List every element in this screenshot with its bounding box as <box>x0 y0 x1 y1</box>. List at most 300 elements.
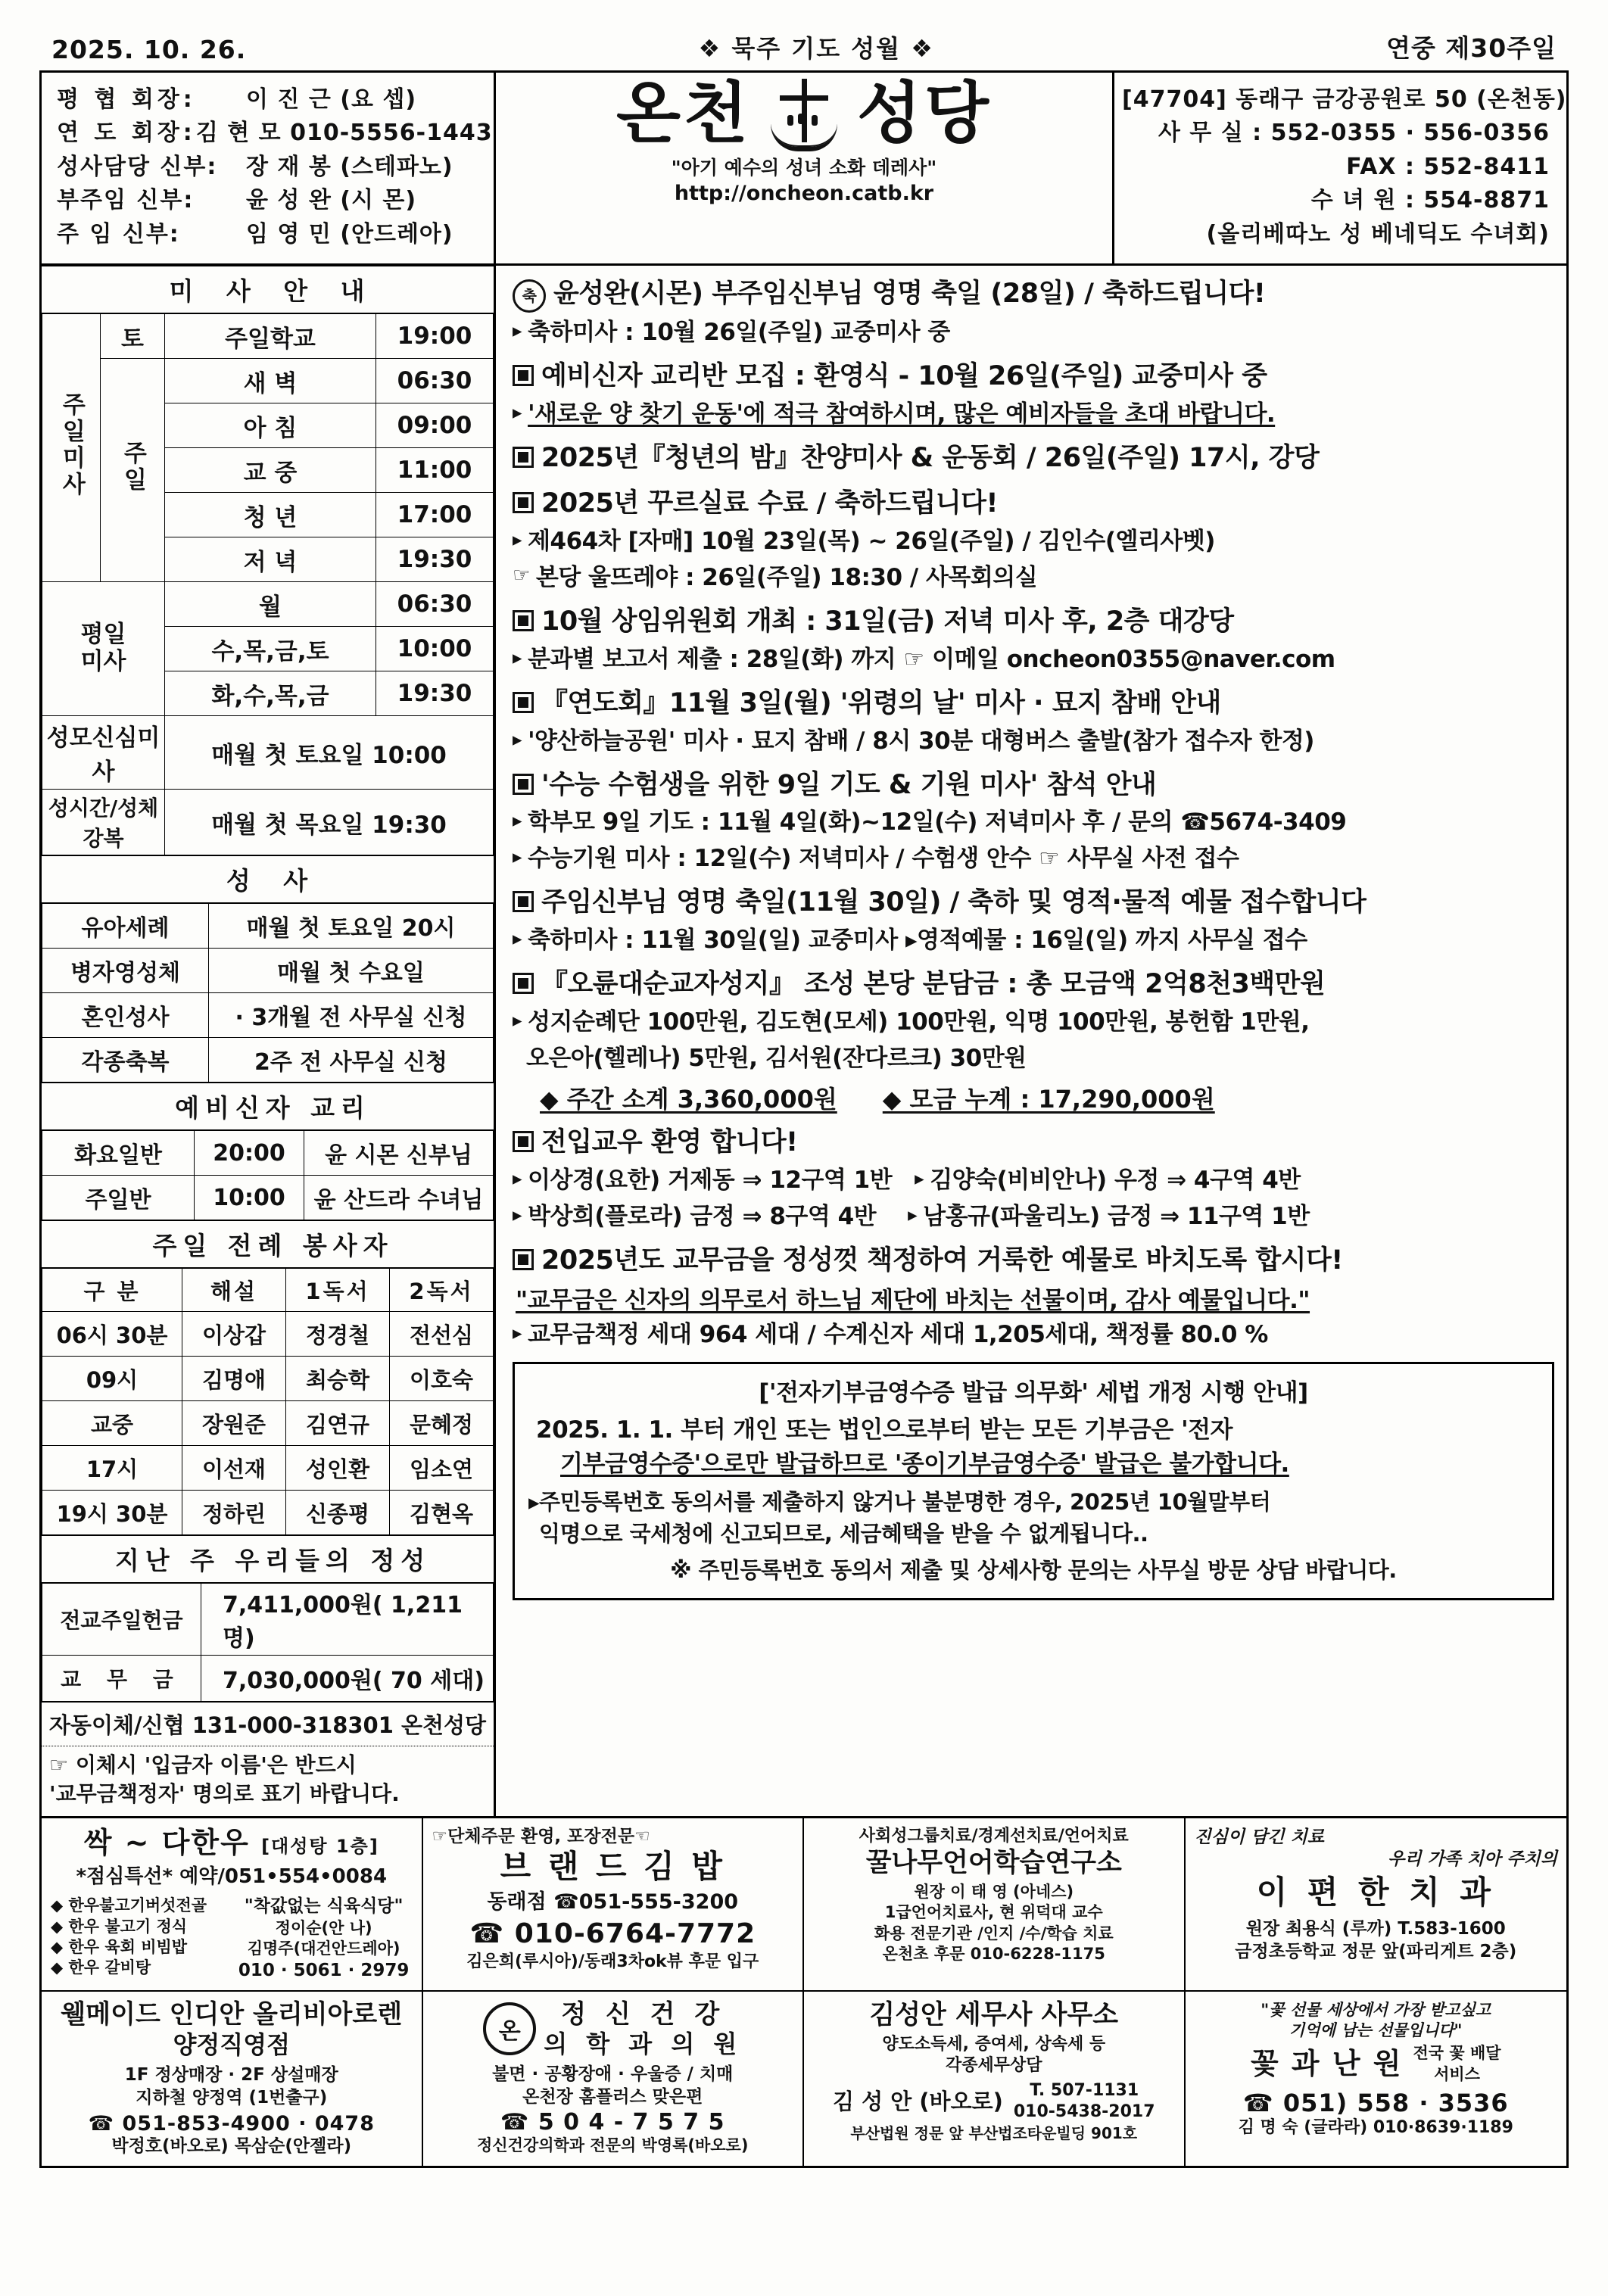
mass-time: 17:00 <box>376 493 494 537</box>
announcement-title: 2025년도 교무금을 정성껏 책정하여 거룩한 예물로 바치도록 합시다! <box>541 1245 1343 1276</box>
ad-address: 부산법원 정문 앞 부산법조타운빌딩 901호 <box>850 2124 1138 2143</box>
clergy-label: 부주임 신부: <box>57 187 195 214</box>
server-cell: 김명애 <box>182 1357 286 1401</box>
ad-line: 온천초 후문 010-6228-1175 <box>882 1945 1105 1964</box>
mass-name: 새 벽 <box>165 359 376 403</box>
clergy-row <box>57 83 486 117</box>
ad-slogan: "착값없는 식육식당" <box>244 1896 404 1917</box>
server-cell: 정하린 <box>182 1491 286 1535</box>
ad-brand-gimbap[interactable] <box>423 1818 805 1992</box>
tax-notice-text4: 익명으로 국세청에 신고되므로, 세금혜택을 받을 수 없게됩니다.. <box>539 1521 1148 1547</box>
ad-doctor: 정신건강의학과 전문의 박영록(바오로) <box>477 2136 749 2154</box>
special-mass-value: 매월 첫 토요일 10:00 <box>165 716 494 790</box>
bullet-triangle-icon: ▸ <box>513 927 522 950</box>
table-row <box>42 1584 494 1656</box>
sacrament-title: 성 사 <box>42 855 494 903</box>
contact-convent-name: (올리베따노 성 베네딕도 수녀회) <box>1206 220 1550 248</box>
special-mass-label: 성모신심미사 <box>42 716 165 790</box>
ad-header: 진심이 담긴 치료 <box>1194 1826 1325 1847</box>
mass-name: 아 침 <box>165 403 376 448</box>
bullet-triangle-icon: ▸ <box>513 400 522 423</box>
announcement-item <box>513 359 1554 431</box>
servers-col-reading2: 2독서 <box>390 1269 494 1312</box>
clergy-label: 평 협 회장: <box>57 86 196 113</box>
announcement-sub <box>513 643 1554 676</box>
bullet-triangle-icon: ▸ <box>908 1204 918 1226</box>
ad-menu-item: ◆ 한우 불고기 정식 <box>51 1917 188 1936</box>
top-strip <box>39 29 1569 70</box>
ad-title: 꿀나무언어학습연구소 <box>865 1848 1122 1879</box>
bullet-triangle-icon: ▸ <box>513 727 522 750</box>
square-bullet-icon <box>513 610 534 631</box>
sacrament-value: 매월 첫 수요일 <box>209 949 494 993</box>
bullet-triangle-icon: ▸ <box>513 319 522 341</box>
announcement-item <box>513 768 1554 876</box>
clergy-row <box>57 151 486 184</box>
catechism-time: 20:00 <box>195 1131 304 1176</box>
server-cell: 임소연 <box>390 1446 494 1491</box>
ad-title: 이 편 한 치 과 <box>1256 1874 1495 1911</box>
ad-title: 꽃 과 난 원 <box>1250 2046 1403 2080</box>
clinic-logo-icon: 온 <box>483 2002 536 2055</box>
catechism-class: 주일반 <box>42 1176 195 1220</box>
announcement-sub <box>513 525 1554 558</box>
announcement-sub <box>513 316 1554 349</box>
mass-group-weekday: 평일 미사 <box>42 582 165 716</box>
offering-label: 전교주일헌금 <box>42 1584 201 1656</box>
announcement-sub-text: 분과별 보고서 제출 : 28일(화) 까지 ☞ 이메일 oncheon0355@naver.com <box>528 645 1335 673</box>
table-row <box>42 790 494 855</box>
table-row <box>42 1446 494 1491</box>
ad-line: 1F 정상매장 · 2F 상설매장 <box>124 2065 338 2086</box>
ad-kkulnamu-speech-clinic[interactable] <box>804 1818 1186 1992</box>
church-logo-block <box>496 73 1112 263</box>
liturgical-month: ❖ 묵주 기도 성월 ❖ <box>698 34 934 63</box>
announcement-title: 전입교우 환영 합니다! <box>541 1127 798 1158</box>
ad-kimseongan-tax-office[interactable] <box>804 1992 1186 2166</box>
contact-fax: FAX : 552-8411 <box>1346 153 1550 180</box>
bulletin-body <box>39 263 1569 1818</box>
server-cell: 이상갑 <box>182 1312 286 1357</box>
announcement-sub-text: 오은아(헬레나) 5만원, 김서원(잔다르크) 30만원 <box>526 1045 1027 1073</box>
masthead <box>39 70 1569 263</box>
clergy-row <box>57 218 486 251</box>
servers-col-category: 구 분 <box>42 1269 182 1312</box>
advertisement-grid <box>39 1818 1569 2169</box>
offering-title: 지난 주 우리들의 정성 <box>42 1535 494 1583</box>
liturgical-season: 연중 제30주일 <box>1386 33 1557 63</box>
offering-label: 교 무 금 <box>42 1656 201 1702</box>
bullet-triangle-icon: ▸ <box>915 1167 924 1190</box>
announcement-item <box>513 686 1554 758</box>
announcement-sub-text: 제464차 [자매] 10월 23일(목) ~ 26일(주일) / 김인수(엘리사벳) <box>528 527 1215 555</box>
server-cell: 최승학 <box>286 1357 390 1401</box>
contact-convent-phone: 수 녀 원 : 554-8871 <box>1310 187 1550 214</box>
ad-reservation-line: *점심특선* 예약/051•554•0084 <box>76 1865 388 1889</box>
clergy-value: 김 현 모 010-5556-1443 <box>195 120 493 147</box>
announcement-sub-text: 이상경(요한) 거제동 ⇒ 12구역 1반 <box>528 1167 893 1195</box>
mass-time: 19:30 <box>376 537 494 582</box>
special-mass-label: 성시간/성체강복 <box>42 790 165 855</box>
table-row <box>42 314 494 359</box>
mass-time: 06:30 <box>376 359 494 403</box>
tax-notice-text2: 기부금영수증'으로만 발급하므로 '종이기부금영수증' 발급은 불가합니다. <box>560 1450 1289 1478</box>
announcement-title: 윤성완(시몬) 부주임신부님 영명 축일 (28일) / 축하드립니다! <box>553 279 1266 309</box>
ad-line: 지하철 양정역 (1번출구) <box>136 2088 328 2108</box>
catechism-teacher: 윤 시몬 신부님 <box>304 1131 494 1176</box>
ad-owner-address: 김은희(루시아)/동래3차ok뷰 후문 입구 <box>466 1952 759 1972</box>
table-row <box>42 1131 494 1176</box>
servers-table <box>42 1268 494 1535</box>
sacrament-label: 각종축복 <box>42 1038 209 1083</box>
clergy-value: 윤 성 완 (시 몬) <box>246 187 417 214</box>
ad-line: 원장 최용식 (루까) T.583-1600 <box>1245 1918 1506 1939</box>
announcement-title: 2025년 꾸르실료 수료 / 축하드립니다! <box>541 488 998 519</box>
catechism-class: 화요일반 <box>42 1131 195 1176</box>
catechism-title: 예비신자 교리 <box>42 1083 494 1130</box>
mass-schedule-table <box>42 313 494 855</box>
ad-header2: 우리 가족 치아 주치의 <box>1388 1849 1557 1870</box>
weekday-mass-name: 화,수,목,금 <box>165 671 376 716</box>
offering-quote: "교무금은 신자의 의무로서 하느님 제단에 바치는 선물이며, 감사 예물입니다." <box>516 1287 1310 1315</box>
bullet-triangle-icon: ▸ <box>513 1009 522 1032</box>
ad-header: "꽃 선물 세상에서 가장 받고싶고 <box>1261 1999 1491 2019</box>
cross-font-icon <box>765 77 843 150</box>
announcement-heading <box>513 276 1554 313</box>
announcement-sub-pair: 남홍규(파울리노) 금정 ⇒ 11구역 1반 <box>923 1203 1310 1231</box>
bullet-triangle-icon: ▸ <box>513 846 522 868</box>
ad-title: 싹 ~ 다한우 [대성탕 1층] <box>83 1825 379 1859</box>
square-bullet-icon <box>513 891 534 912</box>
mass-schedule-title: 미 사 안 내 <box>42 266 494 313</box>
announcement-title: 예비신자 교리반 모집 : 환영식 - 10월 26일(주일) 교중미사 중 <box>541 361 1267 392</box>
square-bullet-icon <box>513 692 534 713</box>
mass-name: 주일학교 <box>165 314 376 359</box>
square-bullet-icon <box>513 1131 534 1152</box>
ad-menu-item: ◆ 한우 육회 비빔밥 <box>51 1937 188 1956</box>
ad-line: 각종세무상담 <box>945 2056 1042 2076</box>
ad-kkot-nanwon-flower[interactable] <box>1186 1992 1567 2166</box>
square-bullet-icon <box>513 492 534 513</box>
server-cell: 19시 30분 <box>42 1491 182 1535</box>
ad-epyeonhan-dental[interactable] <box>1186 1818 1567 1992</box>
clergy-label: 연 도 회장: <box>57 120 196 147</box>
table-row <box>42 1491 494 1535</box>
ad-phone: ☎ 5 0 4 - 7 5 7 5 <box>500 2108 725 2136</box>
square-bullet-icon <box>513 774 534 795</box>
issue-date: 2025. 10. 26. <box>51 35 247 64</box>
announcement-title: '수능 수험생을 위한 9일 기도 & 기원 미사' 참석 안내 <box>541 769 1157 800</box>
announcement-item <box>513 486 1554 594</box>
server-cell: 이호숙 <box>390 1357 494 1401</box>
ad-line: 온천장 홈플러스 맞은편 <box>522 2086 703 2107</box>
table-row <box>42 904 494 949</box>
mass-time: 19:00 <box>376 314 494 359</box>
announcement-item <box>513 604 1554 676</box>
announcement-item <box>513 276 1554 349</box>
announcement-heading <box>513 885 1554 921</box>
announcement-item <box>513 441 1554 476</box>
ad-service-2: 서비스 <box>1434 2064 1480 2083</box>
bullet-triangle-icon: ▸ <box>513 528 522 550</box>
offering-table <box>42 1583 494 1702</box>
ad-header: 사회성그룹치료/경계선치료/언어치료 <box>859 1826 1129 1846</box>
announcement-sub <box>513 561 1554 594</box>
clergy-value: 이 진 근 (요 셉) <box>246 86 417 113</box>
announcement-sub <box>513 724 1554 758</box>
announcement-item <box>513 967 1554 1115</box>
ad-owner: 정이순(안 나) <box>275 1919 372 1938</box>
announcement-title: 『오륜대순교자성지』 조성 본당 분담금 : 총 모금액 2억8천3백만원 <box>541 969 1326 1000</box>
clergy-value: 장 재 봉 (스테파노) <box>246 153 453 180</box>
ad-owner: 김 명 숙 (글라라) 010·8639·1189 <box>1238 2117 1513 2137</box>
announcement-title: 2025년『청년의 밤』찬양미사 & 운동회 / 26일(주일) 17시, 강당 <box>541 442 1320 473</box>
table-row <box>42 1176 494 1220</box>
announcement-sub-text: '양산하늘공원' 미사 · 묘지 참배 / 8시 30분 대형버스 출발(참가 접수자 한정) <box>528 727 1314 755</box>
weekday-mass-time: 06:30 <box>376 582 494 627</box>
ad-header: ☞단체주문 환영, 포장전문☜ <box>432 1826 650 1846</box>
ad-phone: 010 · 5061 · 2979 <box>238 1960 410 1980</box>
weekday-mass-name: 수,목,금,토 <box>165 627 376 671</box>
ad-location-tag: [대성탕 1층] <box>261 1835 379 1857</box>
table-row <box>42 949 494 993</box>
announcement-heading <box>513 1243 1554 1279</box>
announcement-heading <box>513 441 1554 476</box>
square-bullet-icon <box>513 365 534 386</box>
announcement-heading <box>513 604 1554 640</box>
table-row <box>42 1357 494 1401</box>
ad-phone-mobile: 010-5438-2017 <box>1013 2102 1155 2122</box>
church-website-url[interactable]: http://oncheon.catb.kr <box>674 182 934 205</box>
announcement-sub-text: 수능기원 미사 : 12일(수) 저녁미사 / 수험생 안수 ☞ 사무실 사전 접수 <box>528 845 1239 873</box>
clergy-row <box>57 184 486 217</box>
ad-mobile-phone: ☎ 010-6764-7772 <box>469 1918 756 1950</box>
table-row <box>42 1312 494 1357</box>
table-row <box>42 1038 494 1083</box>
announcement-sub-text: 교무금책정 세대 964 세대 / 수계신자 세대 1,205세대, 책정률 80.0 % <box>528 1321 1268 1349</box>
ad-service-1: 전국 꽃 배달 <box>1413 2044 1501 2063</box>
sacrament-value: · 3개월 전 사무실 신청 <box>209 993 494 1038</box>
announcement-list <box>513 276 1554 1351</box>
weekday-mass-time: 10:00 <box>376 627 494 671</box>
announcement-sub <box>513 1318 1554 1351</box>
server-cell: 문혜정 <box>390 1401 494 1446</box>
server-cell: 김연규 <box>286 1401 390 1446</box>
ad-line: 불면 · 공황장애 · 우울증 / 치매 <box>492 2064 734 2084</box>
contact-block <box>1112 73 1566 263</box>
transfer-note <box>42 1746 494 1816</box>
table-row <box>42 582 494 627</box>
mass-name: 청 년 <box>165 493 376 537</box>
square-bullet-icon <box>513 447 534 468</box>
bullet-triangle-icon: ▸ <box>513 1167 522 1190</box>
tax-notice-text3: ▸주민등록번호 동의서를 제출하지 않거나 불분명한 경우, 2025년 10월말부터 <box>528 1489 1271 1515</box>
left-column <box>42 266 496 1816</box>
weekday-mass-name: 월 <box>165 582 376 627</box>
sacrament-value: 매월 첫 토요일 20시 <box>209 904 494 949</box>
weekday-mass-time: 19:30 <box>376 671 494 716</box>
announcement-heading <box>513 1125 1554 1160</box>
square-bullet-icon <box>513 1249 534 1270</box>
announcement-title: 『연도회』11월 3일(월) '위령의 날' 미사 · 묘지 참배 안내 <box>541 687 1221 718</box>
mass-name: 교 중 <box>165 448 376 493</box>
announcement-sub-text: '새로운 양 찾기 운동'에 적극 참여하시며, 많은 예비자들을 초대 바랍니다. <box>528 400 1276 428</box>
server-cell: 정경철 <box>286 1312 390 1357</box>
announcement-sub-text: 성지순례단 100만원, 김도현(모세) 100만원, 익명 100만원, 봉헌함 1만원, <box>528 1008 1310 1036</box>
ad-line: 1급언어치료사, 현 위덕대 교수 <box>884 1903 1103 1922</box>
server-cell: 09시 <box>42 1357 182 1401</box>
catechism-teacher: 윤 산드라 수녀님 <box>304 1176 494 1220</box>
server-cell: 06시 30분 <box>42 1312 182 1357</box>
bullet-triangle-icon: ▸ <box>513 646 522 668</box>
mass-day-sat: 토 <box>101 314 165 359</box>
announcement-sub <box>513 1164 1554 1197</box>
mass-group-sunday: 주일미사 <box>42 314 101 582</box>
servers-col-commentator: 해설 <box>182 1269 286 1312</box>
square-bullet-icon <box>513 973 534 994</box>
ad-header2: 기억에 남는 선물입니다" <box>1289 2020 1463 2039</box>
tax-notice-text1: 2025. 1. 1. 부터 개인 또는 법인으로부터 받는 모든 기부금은 '전자 <box>536 1416 1232 1444</box>
mass-time: 11:00 <box>376 448 494 493</box>
tax-notice-title: ['전자기부금영수증 발급 의무화' 세법 개정 시행 안내] <box>759 1379 1308 1407</box>
server-cell: 전선심 <box>390 1312 494 1357</box>
catechism-time: 10:00 <box>195 1176 304 1220</box>
ad-branch-phone: 동래점 ☎051-555-3200 <box>487 1889 739 1914</box>
donation-weekly-subtotal: ◆ 주간 소계 3,360,000원 <box>540 1085 837 1114</box>
ad-title: 브 랜 드 김 밥 <box>500 1848 725 1886</box>
transfer-note-line2: '교무금책정자' 명의로 표기 바랍니다. <box>49 1780 400 1806</box>
tax-notice-box <box>513 1362 1554 1600</box>
ad-title: 정 신 건 강 <box>561 1998 725 2030</box>
ad-line: 원장 이 태 영 (아네스) <box>914 1883 1074 1902</box>
announcement-sub <box>513 842 1554 875</box>
announcement-sub <box>513 924 1554 957</box>
contact-address: [47704] 동래구 금강공원로 50 (온천동) <box>1122 86 1567 113</box>
table-row <box>42 1656 494 1702</box>
announcement-sub-text: 박상희(플로라) 금정 ⇒ 8구역 4반 <box>528 1203 877 1231</box>
announcement-heading <box>513 967 1554 1002</box>
clergy-label: 주 임 신부: <box>57 220 180 248</box>
server-cell: 17시 <box>42 1446 182 1491</box>
ad-line: 금정초등학교 정문 앞(파리게트 2층) <box>1235 1941 1517 1961</box>
announcement-heading <box>513 359 1554 394</box>
transfer-note-line1: ☞ 이체시 '입금자 이름'은 반드시 <box>49 1752 357 1777</box>
logo-text-left: 온천 <box>615 74 751 152</box>
ad-line: 화용 전문기관 /인지 /수/학습 치료 <box>874 1924 1114 1942</box>
ad-phone-office: T. 507-1131 <box>1030 2080 1139 2100</box>
mass-day-sunday: 주일 <box>101 359 165 582</box>
table-row <box>42 359 494 403</box>
donation-cumulative-total: ◆ 모금 누계 : 17,290,000원 <box>882 1085 1215 1114</box>
tax-notice-line1 <box>528 1413 1538 1447</box>
announcement-heading <box>513 486 1554 522</box>
announcement-sub-text: 축하미사 : 11월 30일(일) 교중미사 ▸영적예물 : 16일(일) 까지 사무실 접수 <box>528 927 1307 955</box>
contact-office-phone: 사 무 실 : 552-0355 · 556-0356 <box>1158 120 1550 147</box>
ad-phone: ☎ 051) 558 · 3536 <box>1242 2088 1509 2117</box>
announcement-sub <box>513 1005 1554 1039</box>
announcements-column <box>496 266 1566 1816</box>
patron-saint-quote: "아기 예수의 성녀 소화 데레사" <box>671 157 937 179</box>
announcement-sub <box>513 1042 1554 1075</box>
server-cell: 성인환 <box>286 1446 390 1491</box>
ad-phone: ☎ 051-853-4900 · 0478 <box>88 2112 375 2136</box>
bullet-triangle-icon: ▸ <box>513 809 522 832</box>
announcement-sub <box>513 1200 1554 1233</box>
ad-owner: 김명주(대건안드레아) <box>247 1939 400 1958</box>
announcement-title: 주임신부님 영명 축일(11월 30일) / 축하 및 영적·물적 예물 접수합니다 <box>541 887 1366 918</box>
table-row <box>42 1401 494 1446</box>
ad-ssak-dahanwoo[interactable] <box>42 1818 423 1992</box>
clergy-value: 임 영 민 (안드레아) <box>246 220 453 248</box>
table-header-row <box>42 1269 494 1312</box>
ad-menu-item: ◆ 한우 갈비탕 <box>51 1958 151 1977</box>
donation-totals <box>513 1080 1554 1115</box>
ad-title: 김성안 세무사 사무소 <box>869 1999 1119 2030</box>
offering-amount: 7,411,000원( 1,211 명) <box>201 1584 494 1656</box>
clergy-list <box>42 73 496 263</box>
announcement-sub-pair: 김양숙(비비안나) 우정 ⇒ 4구역 4반 <box>930 1167 1301 1195</box>
announcement-sub <box>513 397 1554 431</box>
catechism-table <box>42 1130 494 1220</box>
table-row <box>42 993 494 1038</box>
offering-amount: 7,030,000원( 70 세대) <box>201 1656 494 1702</box>
ad-jeongsin-health-clinic[interactable] <box>423 1992 805 2166</box>
sacrament-table <box>42 903 494 1083</box>
servers-title: 주일 전례 봉사자 <box>42 1220 494 1268</box>
mass-time: 09:00 <box>376 403 494 448</box>
sacrament-label: 혼인성사 <box>42 993 209 1038</box>
ad-owner: 박정호(바오로) 목삼순(안젤라) <box>111 2136 352 2157</box>
server-cell: 이선재 <box>182 1446 286 1491</box>
announcement-sub <box>513 805 1554 839</box>
servers-col-reading1: 1독서 <box>286 1269 390 1312</box>
special-mass-value: 매월 첫 목요일 19:30 <box>165 790 494 855</box>
ad-line: 양도소득세, 증여세, 상속세 등 <box>882 2034 1106 2054</box>
bullet-triangle-icon: ▸ <box>513 1322 522 1344</box>
server-cell: 신종평 <box>286 1491 390 1535</box>
server-cell: 교중 <box>42 1401 182 1446</box>
clergy-label: 성사담당 신부: <box>57 153 218 180</box>
clergy-row <box>57 117 493 150</box>
server-cell: 김현옥 <box>390 1491 494 1535</box>
announcement-sub-text: 본당 울뜨레야 : 26일(주일) 18:30 / 사목회의실 <box>535 563 1038 591</box>
announcement-title: 10월 상임위원회 개최 : 31일(금) 저녁 미사 후, 2층 대강당 <box>541 606 1234 637</box>
tax-notice-text5: ※ 주민등록번호 동의서 제출 및 상세사항 문의는 사무실 방문 상담 바랍니다. <box>670 1557 1397 1584</box>
sacrament-label: 유아세례 <box>42 904 209 949</box>
church-name <box>615 74 993 152</box>
mass-name: 저 녁 <box>165 537 376 582</box>
announcement-item <box>513 1125 1554 1233</box>
table-row <box>42 716 494 790</box>
server-cell: 장원준 <box>182 1401 286 1446</box>
logo-text-right: 성당 <box>857 74 993 152</box>
celebration-badge-icon: 축 <box>513 279 546 313</box>
announcement-heading <box>513 768 1554 803</box>
ad-owner: 김 성 안 (바오로) <box>832 2089 1003 2115</box>
announcement-sub-text: 축하미사 : 10월 26일(주일) 교중미사 중 <box>528 319 950 346</box>
sacrament-label: 병자영성체 <box>42 949 209 993</box>
announcement-heading <box>513 686 1554 721</box>
pointing-hand-icon: ☞ <box>513 563 530 587</box>
bank-account-info: 자동이체/신협 131-000-318301 온천성당 <box>42 1702 494 1746</box>
ad-wellmade-indian-olivia[interactable] <box>42 1992 423 2166</box>
ad-title2: 양정직영점 <box>173 2030 291 2060</box>
ad-menu-item: ◆ 한우불고기버섯전골 <box>51 1896 207 1915</box>
announcement-sub-text: 학부모 9일 기도 : 11월 4일(화)~12일(수) 저녁미사 후 / 문의 ☎5674-3409 <box>528 808 1347 836</box>
sacrament-value: 2주 전 사무실 신청 <box>209 1038 494 1083</box>
announcement-item <box>513 1243 1554 1351</box>
ad-title: 웰메이드 인디안 올리비아로렌 <box>61 1998 403 2030</box>
